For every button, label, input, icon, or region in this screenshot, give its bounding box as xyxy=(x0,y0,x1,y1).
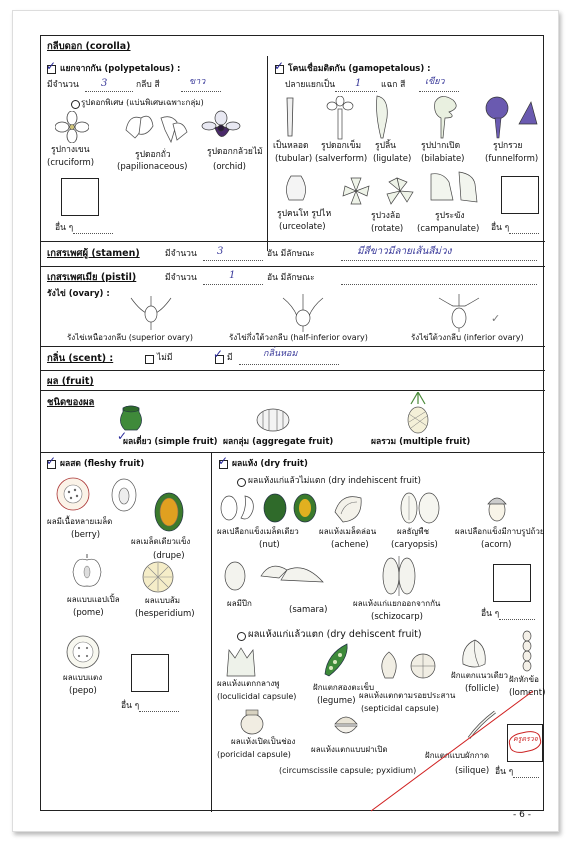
fleshy-other-label: อื่น ๆ xyxy=(121,701,140,711)
poricidal-label: ผลแห้งเปิดเป็นช่อง xyxy=(231,737,296,746)
teacher-signature-text: ครูตรวจ xyxy=(513,735,538,743)
gamopetalous-check-mark: ✓ xyxy=(274,59,285,73)
achene-sub: (achene) xyxy=(331,540,369,550)
poly-count-prefix: มีจำนวน xyxy=(47,80,79,90)
polypetalous-check-mark: ✓ xyxy=(46,59,57,73)
nut-label: ผลเปลือกแข็งเมล็ดเดียว xyxy=(217,527,299,536)
fruit-title: ผล (fruit) xyxy=(47,376,94,387)
papilionaceous-label: รูปดอกถั่ว xyxy=(135,150,171,160)
aggregate-fruit-label: ผลกลุ่ม (aggregate fruit) xyxy=(223,437,334,447)
ligulate-sub: (ligulate) xyxy=(373,154,412,164)
red-pen-slash xyxy=(13,11,558,831)
drupe-sub: (drupe) xyxy=(153,551,185,561)
gamo-color-value: เขียว xyxy=(425,77,445,87)
gamo-other-label: อื่น ๆ xyxy=(491,223,510,233)
rotate-label: รูปวงล้อ xyxy=(371,211,401,221)
loculicidal-label: ผลแห้งแตกกลางพู xyxy=(217,679,280,688)
pistil-title: เกสรเพศเมีย (pistil) xyxy=(47,272,137,283)
schizocarp-label: ผลแห้งแก่แยกออกจากกัน xyxy=(353,599,441,608)
corolla-title: กลีบดอก (corolla) xyxy=(47,41,131,52)
schizocarp-sub: (schizocarp) xyxy=(371,612,423,622)
bilabiate-sub: (bilabiate) xyxy=(421,154,465,164)
scent-value: กลิ่นหอม xyxy=(263,349,298,359)
gamo-count-value: 1 xyxy=(355,78,362,89)
stamen-count-value: 3 xyxy=(217,246,224,257)
circumscissile-label: ผลแห้งแตกแบบฝาเปิด xyxy=(311,745,388,754)
drupe-label: ผลเมล็ดเดียวแข็ง xyxy=(131,537,191,546)
poly-count-unit: กลีบ สี xyxy=(136,80,160,90)
dry-check-mark: ✓ xyxy=(218,454,229,468)
inferior-ovary-label: รังไข่ใต้วงกลีบ (inferior ovary) xyxy=(411,333,524,342)
gamo-count-prefix: ปลายแยกเป็น xyxy=(285,80,336,90)
campanulate-label: รูประฆัง xyxy=(435,211,465,221)
dehiscent-title: ผลแห้งแก่แล้วแตก (dry dehiscent fruit) xyxy=(248,629,422,640)
loculicidal-sub: (loculicidal capsule) xyxy=(217,692,297,701)
dehiscent-other-label: อื่น ๆ xyxy=(495,767,514,777)
funnelform-sub: (funnelform) xyxy=(485,154,539,164)
rotate-sub: (rotate) xyxy=(371,224,404,234)
silique-sub: (silique) xyxy=(455,766,490,776)
scent-has-label: มี xyxy=(227,353,233,363)
indehiscent-other-label: อื่น ๆ xyxy=(481,609,500,619)
salverform-label: รูปดอกเข็ม xyxy=(321,141,362,151)
legume-sub: (legume) xyxy=(317,696,356,706)
fleshy-title: ผลสด (fleshy fruit) xyxy=(60,459,145,469)
pepo-label: ผลแบบแตง xyxy=(63,673,103,682)
cruciform-sub: (cruciform) xyxy=(47,158,95,168)
pome-label: ผลแบบแอปเปิ้ล xyxy=(67,595,120,604)
campanulate-sub: (campanulate) xyxy=(417,224,480,234)
stamen-unit: อัน มีลักษณะ xyxy=(267,249,315,259)
acorn-sub: (acorn) xyxy=(481,540,512,550)
acorn-label: ผลเปลือกแข็งมีกาบรูปถ้วย xyxy=(455,527,545,536)
caryopsis-sub: (caryopsis) xyxy=(391,540,438,550)
salverform-sub: (salverform) xyxy=(315,154,368,164)
gamo-count-unit: แฉก สี xyxy=(381,80,406,90)
dry-title: ผลแห้ง (dry fruit) xyxy=(232,459,308,469)
stamen-count-prefix: มีจำนวน xyxy=(165,249,197,259)
silique-label: ฝักแตกแบบผักกาด xyxy=(425,751,490,760)
achene-label: ผลแห้งเมล็ดล่อน xyxy=(319,527,377,536)
gamopetalous-label: โคนเชื่อมติดกัน (gamopetalous) : xyxy=(288,64,431,74)
urceolate-sub: (urceolate) xyxy=(279,222,326,232)
circumscissile-sub: (circumscissile capsule; pyxidium) xyxy=(279,766,417,775)
pistil-count-value: 1 xyxy=(229,270,236,281)
orchid-sub: (orchid) xyxy=(213,162,246,172)
pistil-unit: อัน มีลักษณะ xyxy=(267,273,315,283)
half-inferior-ovary-label: รังไข่กึ่งใต้วงกลีบ (half-inferior ovary) xyxy=(229,333,368,342)
samara-label: ผลมีปีก xyxy=(227,599,252,608)
stamen-title: เกสรเพศผู้ (stamen) xyxy=(47,248,140,259)
pome-sub: (pome) xyxy=(73,608,104,618)
septicidal-sub: (septicidal capsule) xyxy=(361,704,439,713)
simple-fruit-check-mark: ✓ xyxy=(117,429,128,443)
loment-label: ฝักหักข้อ xyxy=(509,675,539,684)
follicle-sub: (follicle) xyxy=(465,684,500,694)
legume-label: ฝักแตกสองตะเข็บ xyxy=(313,683,375,692)
pepo-sub: (pepo) xyxy=(69,686,97,696)
tubular-sub: (tubular) xyxy=(275,154,313,164)
worksheet-page xyxy=(12,10,559,832)
bilabiate-label: รูปปากเปิด xyxy=(421,141,461,151)
septicidal-label: ผลแห้งแตกตามรอยประสาน xyxy=(359,691,456,700)
poly-other-label: อื่น ๆ xyxy=(55,223,74,233)
fleshy-check-mark: ✓ xyxy=(46,454,57,468)
follicle-label: ฝักแตกแนวเดียว xyxy=(451,671,508,680)
tubular-label: เป็นหลอด xyxy=(273,141,309,151)
simple-fruit-label: ผลเดี่ยว (simple fruit) xyxy=(123,437,218,447)
samara-sub: (samara) xyxy=(289,605,328,615)
indehiscent-title: ผลแห้งแก่แล้วไม่แตก (dry indehiscent fruit) xyxy=(248,476,421,486)
superior-ovary-label: รังไข่เหนือวงกลีบ (superior ovary) xyxy=(67,333,194,342)
nut-sub: (nut) xyxy=(259,540,280,550)
poly-color-value: ขาว xyxy=(189,77,206,87)
papilionaceous-sub: (papilionaceous) xyxy=(117,162,188,172)
multiple-fruit-label: ผลรวม (multiple fruit) xyxy=(371,437,471,447)
polypetalous-label: แยกจากกัน (polypetalous) : xyxy=(60,64,181,74)
scent-title: กลิ่น (scent) : xyxy=(47,353,114,364)
ligulate-label: รูปลิ้น xyxy=(375,141,396,151)
poricidal-sub: (poricidal capsule) xyxy=(217,750,291,759)
hesperidium-label: ผลแบบส้ม xyxy=(145,596,181,605)
berry-sub: (berry) xyxy=(71,530,101,540)
hesperidium-sub: (hesperidium) xyxy=(135,609,195,619)
urceolate-label: รูปคนโท รูปไห xyxy=(277,209,332,219)
cruciform-label: รูปกางเขน xyxy=(51,145,90,155)
berry-label: ผลมีเนื้อหลายเมล็ด xyxy=(47,517,113,526)
caryopsis-label: ผลธัญพืช xyxy=(397,527,429,536)
stamen-feature-value: มีสีขาวมีลายเส้นสีม่วง xyxy=(357,246,452,257)
scent-has-check-mark: ✓ xyxy=(213,347,224,361)
loment-sub: (loment) xyxy=(509,688,546,698)
pistil-count-prefix: มีจำนวน xyxy=(165,273,197,283)
funnelform-label: รูปกรวย xyxy=(493,141,523,151)
inferior-ovary-tick: ✓ xyxy=(491,312,501,325)
page-number: - 6 - xyxy=(513,810,531,820)
fruit-type-title: ชนิดของผล xyxy=(47,397,95,408)
orchid-label: รูปดอกกล้วยไม้ xyxy=(207,147,263,157)
ovary-title: รังไข่ (ovary) : xyxy=(47,289,110,299)
poly-count-value: 3 xyxy=(101,78,108,89)
scent-none-label: ไม่มี xyxy=(157,353,173,363)
special-shape-label: รูปดอกพิเศษ (แบ่นพิเศษเฉพาะกลุ่ม) xyxy=(81,98,204,107)
